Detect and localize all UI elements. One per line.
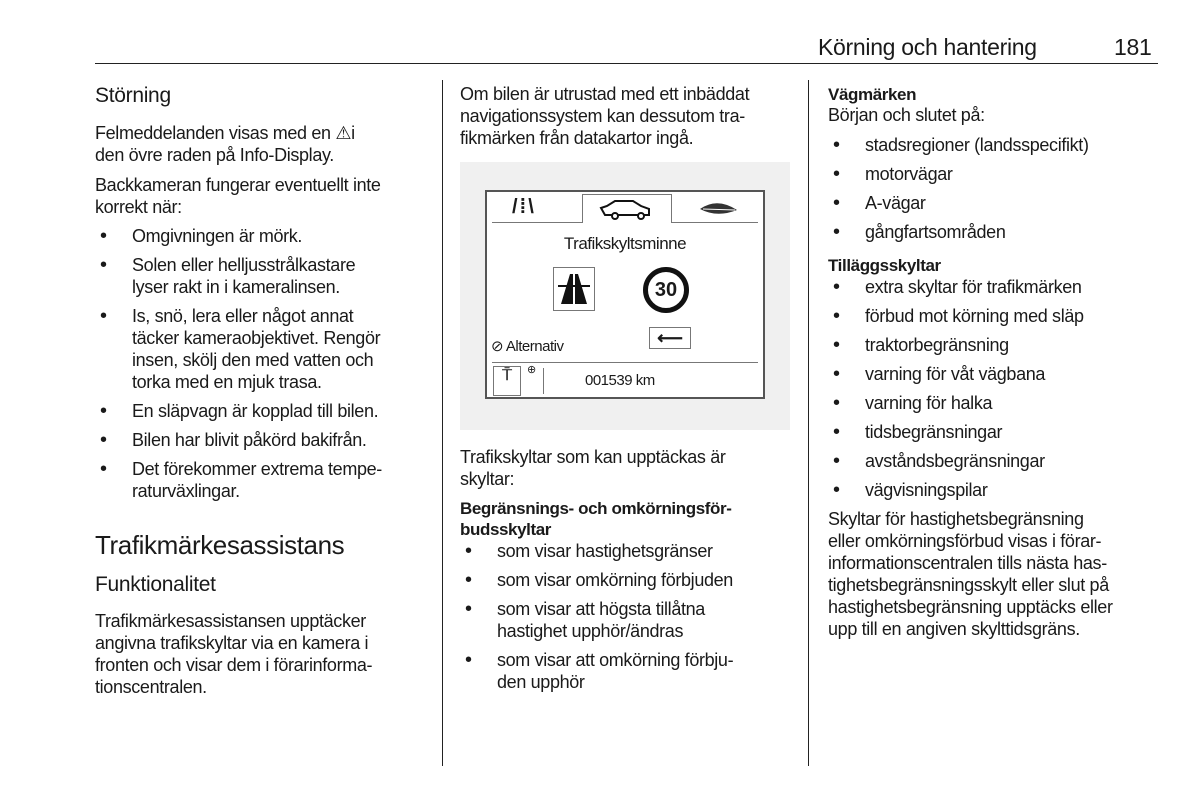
alternative-label: Alternativ [505, 338, 564, 355]
header-rule [95, 63, 1158, 64]
list-item: • motorvägar [828, 163, 953, 185]
list-item: • En släpvagn är kopplad till bilen. [95, 400, 378, 422]
motorway-sign-icon [553, 267, 595, 311]
paragraph: Felmeddelanden visas med en ⚠i den övre raden på Info-Display. [95, 123, 355, 165]
page-number: 181 [1114, 34, 1152, 60]
paragraph: Trafikskyltar som kan upptäckas är skyltar: [460, 447, 726, 489]
list-item: • tidsbegränsningar [828, 421, 1002, 443]
list-item: • Bilen har blivit påkörd bakifrån. [95, 429, 367, 451]
column-divider [442, 80, 443, 766]
list-item: • Solen eller helljusstrålkastare lyser rakt in i kameralinsen. [95, 254, 355, 298]
speed-value: 30 [654, 279, 678, 301]
paragraph: Början och slutet på: [828, 105, 985, 125]
list-item: • Is, snö, lera eller något annat täcker kameraobjektivet. Rengör insen, skölj den med vatten och torka med en mjuk trasa. [95, 305, 380, 393]
heading-trafikmarkesassistans: Trafikmärkesassistans [95, 530, 345, 560]
list-item: • som visar hastighetsgränser [460, 540, 713, 562]
list-item: • vägvisningspilar [828, 479, 987, 501]
car-tab [582, 194, 672, 223]
paragraph: Om bilen är utrustad med ett inbäddat navigationssystem kan dessutom tra- fikmärken från datakartor ingå. [460, 84, 750, 148]
list-item: • extra skyltar för trafikmärken [828, 276, 1082, 298]
display-title: Trafikskyltsminne [563, 234, 687, 253]
section-title: Körning och hantering [818, 34, 1037, 60]
motorway-small-icon: ⍑ [493, 366, 521, 396]
heading-funktionalitet: Funktionalitet [95, 573, 216, 596]
paragraph: Trafikmärkesassistansen upptäcker angivna trafikskyltar via en kamera i fronten och visar dem i förarinforma- tionscentralen. [95, 611, 373, 697]
column-divider [808, 80, 809, 766]
list-item: • varning för våt vägbana [828, 363, 1045, 385]
list-item: • stadsregioner (landsspecifikt) [828, 134, 1089, 156]
arrow-left-icon: ⟵ [649, 327, 691, 349]
plus-icon: ⊕ [527, 364, 537, 376]
list-item: • Omgivningen är mörk. [95, 225, 302, 247]
list-item: • varning för halka [828, 392, 992, 414]
check-icon: ⊘ [491, 338, 504, 355]
subheading: Begränsnings- och omkörningsför- budsskyltar [460, 499, 732, 539]
list-item: • förbud mot körning med släp [828, 305, 1084, 327]
subheading: Vägmärken [828, 85, 917, 104]
paragraph: Skyltar för hastighetsbegränsning eller omkörningsförbud visas i förar- informationscentralen tills nästa has- tighetsbegränsningsskylt eller slut på hastighetsbegränsning upptäcks eller upp till en angiven skylttidsgräns. [828, 509, 1113, 639]
subheading: Tilläggsskyltar [828, 256, 941, 275]
list-item: • som visar att omkörning förbju- den upphör [460, 649, 733, 693]
car-icon [583, 195, 671, 223]
list-item: • traktorbegränsning [828, 334, 1009, 356]
list-item: • Det förekommer extrema tempe- raturväxlingar. [95, 458, 382, 502]
list-item: • gångfartsområden [828, 221, 1006, 243]
display-illustration [460, 162, 790, 430]
list-item: • som visar omkörning förbjuden [460, 569, 733, 591]
odometer: 001539 km [585, 372, 655, 389]
leaf-icon [697, 200, 741, 218]
alternative-option [491, 337, 563, 355]
list-item: • som visar att högsta tillåtna hastighet upphör/ändras [460, 598, 705, 642]
info-display [485, 190, 765, 399]
list-item: • avståndsbegränsningar [828, 450, 1045, 472]
speed-limit-sign [643, 267, 689, 313]
heading-storning: Störning [95, 84, 171, 107]
list-item: • A-vägar [828, 192, 926, 214]
paragraph: Backkameran fungerar eventuellt inte korrekt när: [95, 175, 381, 217]
lane-icon: /⁞\ [512, 196, 536, 218]
